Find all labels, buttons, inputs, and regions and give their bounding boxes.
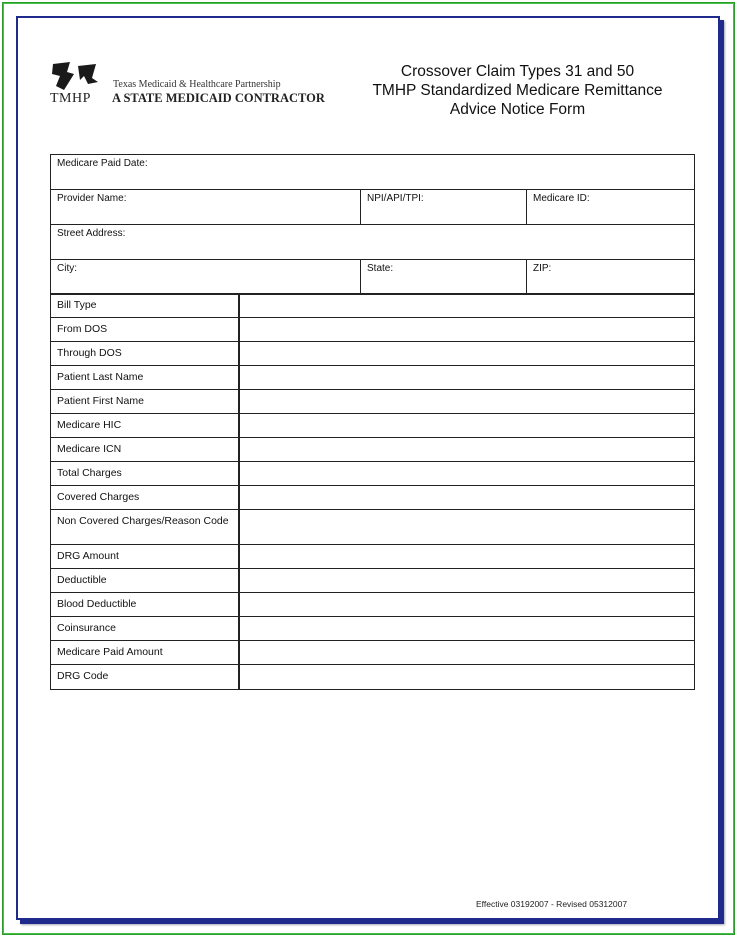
form-title-line-2: TMHP Standardized Medicare Remittance bbox=[372, 82, 663, 99]
form-title-line-1: Crossover Claim Types 31 and 50 bbox=[400, 63, 635, 80]
table-row bbox=[51, 641, 694, 665]
from-dos-input[interactable] bbox=[240, 318, 694, 341]
through-dos-input[interactable] bbox=[240, 342, 694, 365]
medicare-icn-label: Medicare ICN bbox=[51, 438, 240, 461]
table-row bbox=[51, 438, 694, 462]
non-covered-charges-label: Non Covered Charges/Reason Code bbox=[51, 510, 240, 544]
drg-code-input[interactable] bbox=[240, 665, 694, 689]
through-dos-label: Through DOS bbox=[51, 342, 240, 365]
medicare-hic-input[interactable] bbox=[240, 414, 694, 437]
npi-label: NPI/API/TPI: bbox=[367, 193, 424, 204]
form-title-line-3: Advice Notice Form bbox=[449, 101, 586, 118]
street-address-label: Street Address: bbox=[57, 228, 126, 239]
table-row bbox=[51, 342, 694, 366]
total-charges-input[interactable] bbox=[240, 462, 694, 485]
provider-row bbox=[51, 190, 694, 225]
medicare-id-label: Medicare ID: bbox=[533, 193, 590, 204]
covered-charges-input[interactable] bbox=[240, 486, 694, 509]
logo-abbreviation: TMHP bbox=[50, 91, 91, 106]
table-row bbox=[51, 617, 694, 641]
claim-details-table bbox=[50, 293, 695, 690]
revision-footer: Effective 03192007 - Revised 05312007 bbox=[476, 899, 628, 909]
provider-name-label: Provider Name: bbox=[57, 193, 127, 204]
table-row bbox=[51, 510, 694, 545]
coinsurance-label: Coinsurance bbox=[51, 617, 240, 640]
patient-first-name-label: Patient First Name bbox=[51, 390, 240, 413]
medicare-id-field[interactable] bbox=[526, 190, 694, 224]
street-address-field[interactable] bbox=[51, 225, 694, 259]
provider-name-field[interactable] bbox=[51, 190, 360, 224]
city-field[interactable] bbox=[51, 260, 360, 294]
tmhp-logo-mark-icon bbox=[50, 60, 100, 94]
npi-field[interactable] bbox=[360, 190, 526, 224]
city-state-zip-row bbox=[51, 260, 694, 295]
bill-type-label: Bill Type bbox=[51, 294, 240, 317]
drg-amount-label: DRG Amount bbox=[51, 545, 240, 568]
table-row bbox=[51, 294, 694, 318]
state-field[interactable] bbox=[360, 260, 526, 294]
from-dos-label: From DOS bbox=[51, 318, 240, 341]
drg-amount-input[interactable] bbox=[240, 545, 694, 568]
medicare-paid-amount-label: Medicare Paid Amount bbox=[51, 641, 240, 664]
state-label: State: bbox=[367, 263, 394, 274]
blood-deductible-label: Blood Deductible bbox=[51, 593, 240, 616]
patient-last-name-input[interactable] bbox=[240, 366, 694, 389]
table-row bbox=[51, 545, 694, 569]
street-address-row bbox=[51, 225, 694, 260]
provider-info-section bbox=[50, 154, 695, 295]
table-row bbox=[51, 462, 694, 486]
table-row bbox=[51, 366, 694, 390]
zip-field[interactable] bbox=[526, 260, 694, 294]
coinsurance-input[interactable] bbox=[240, 617, 694, 640]
covered-charges-label: Covered Charges bbox=[51, 486, 240, 509]
total-charges-label: Total Charges bbox=[51, 462, 240, 485]
zip-label: ZIP: bbox=[533, 263, 552, 274]
table-row bbox=[51, 486, 694, 510]
table-row bbox=[51, 665, 694, 689]
non-covered-charges-input[interactable] bbox=[240, 510, 694, 544]
medicare-hic-label: Medicare HIC bbox=[51, 414, 240, 437]
medicare-paid-amount-input[interactable] bbox=[240, 641, 694, 664]
bill-type-input[interactable] bbox=[240, 294, 694, 317]
medicare-icn-input[interactable] bbox=[240, 438, 694, 461]
deductible-input[interactable] bbox=[240, 569, 694, 592]
logo-contractor-text: A STATE MEDICAID CONTRACTOR bbox=[112, 91, 325, 105]
patient-first-name-input[interactable] bbox=[240, 390, 694, 413]
city-label: City: bbox=[57, 263, 77, 274]
deductible-label: Deductible bbox=[51, 569, 240, 592]
drg-code-label: DRG Code bbox=[51, 665, 240, 689]
blood-deductible-input[interactable] bbox=[240, 593, 694, 616]
table-row bbox=[51, 569, 694, 593]
medicare-paid-date-field[interactable] bbox=[51, 155, 694, 189]
table-row bbox=[51, 593, 694, 617]
logo-partnership-name: Texas Medicaid & Healthcare Partnership bbox=[113, 79, 281, 90]
medicare-paid-date-row bbox=[51, 155, 694, 190]
patient-last-name-label: Patient Last Name bbox=[51, 366, 240, 389]
table-row bbox=[51, 318, 694, 342]
medicare-paid-date-label: Medicare Paid Date: bbox=[57, 158, 148, 169]
table-row bbox=[51, 390, 694, 414]
form-title bbox=[355, 62, 680, 119]
table-row bbox=[51, 414, 694, 438]
